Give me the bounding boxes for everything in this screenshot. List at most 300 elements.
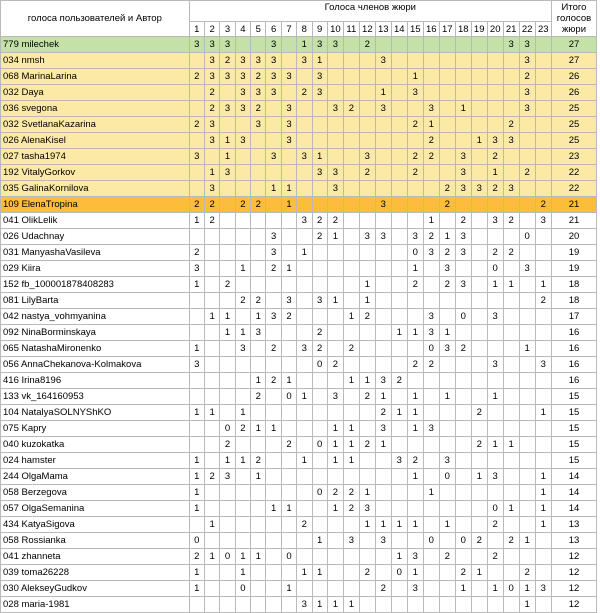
vote-cell[interactable] [343,165,359,181]
vote-cell[interactable] [343,549,359,565]
vote-cell[interactable] [312,181,327,197]
total-cell[interactable]: 26 [551,69,596,85]
vote-cell[interactable] [266,597,281,613]
vote-cell[interactable]: 3 [281,133,296,149]
vote-cell[interactable] [220,533,235,549]
vote-cell[interactable] [439,293,455,309]
total-cell[interactable]: 16 [551,325,596,341]
vote-cell[interactable]: 1 [251,421,266,437]
vote-cell[interactable]: 0 [455,309,471,325]
vote-cell[interactable] [312,453,327,469]
total-cell[interactable]: 14 [551,485,596,501]
vote-cell[interactable] [471,213,487,229]
vote-cell[interactable] [359,245,375,261]
vote-cell[interactable] [235,373,250,389]
vote-cell[interactable]: 1 [189,277,204,293]
vote-cell[interactable] [471,53,487,69]
vote-cell[interactable]: 1 [343,421,359,437]
vote-cell[interactable] [535,117,551,133]
vote-cell[interactable] [375,293,391,309]
vote-cell[interactable] [455,85,471,101]
vote-cell[interactable] [343,277,359,293]
vote-cell[interactable] [439,117,455,133]
vote-cell[interactable]: 3 [503,181,519,197]
vote-cell[interactable] [423,581,439,597]
header-jury-14[interactable]: 14 [391,22,407,37]
total-cell[interactable]: 13 [551,533,596,549]
header-total[interactable]: Итого голосов жюри [551,1,596,37]
vote-cell[interactable] [503,453,519,469]
vote-cell[interactable] [266,517,281,533]
total-cell[interactable]: 16 [551,341,596,357]
vote-cell[interactable] [204,293,219,309]
vote-cell[interactable] [204,597,219,613]
vote-cell[interactable] [327,197,343,213]
vote-cell[interactable] [235,357,250,373]
vote-cell[interactable] [519,421,535,437]
vote-cell[interactable] [359,181,375,197]
vote-cell[interactable] [251,517,266,533]
header-jury-15[interactable]: 15 [407,22,423,37]
vote-cell[interactable] [391,357,407,373]
vote-cell[interactable]: 1 [220,309,235,325]
vote-cell[interactable] [503,597,519,613]
vote-cell[interactable] [391,69,407,85]
vote-cell[interactable] [281,517,296,533]
vote-cell[interactable]: 3 [423,325,439,341]
header-jury-17[interactable]: 17 [439,22,455,37]
vote-cell[interactable] [204,373,219,389]
vote-cell[interactable]: 3 [439,341,455,357]
vote-cell[interactable] [235,597,250,613]
vote-cell[interactable]: 1 [327,501,343,517]
vote-cell[interactable] [266,405,281,421]
vote-cell[interactable]: 2 [235,293,250,309]
vote-cell[interactable] [471,357,487,373]
total-cell[interactable]: 22 [551,165,596,181]
vote-cell[interactable]: 0 [189,533,204,549]
vote-cell[interactable] [439,581,455,597]
vote-cell[interactable]: 0 [487,261,503,277]
vote-cell[interactable] [487,421,503,437]
vote-cell[interactable] [204,341,219,357]
vote-cell[interactable] [343,117,359,133]
vote-cell[interactable] [281,421,296,437]
vote-cell[interactable] [297,165,312,181]
vote-cell[interactable] [220,405,235,421]
vote-cell[interactable] [519,309,535,325]
vote-cell[interactable] [439,37,455,53]
vote-cell[interactable]: 1 [327,437,343,453]
vote-cell[interactable] [535,437,551,453]
vote-cell[interactable]: 3 [503,133,519,149]
vote-cell[interactable] [235,37,250,53]
vote-cell[interactable] [535,325,551,341]
vote-cell[interactable] [375,181,391,197]
vote-cell[interactable]: 2 [407,149,423,165]
vote-cell[interactable]: 1 [359,293,375,309]
vote-cell[interactable]: 3 [266,245,281,261]
vote-cell[interactable] [359,357,375,373]
vote-cell[interactable]: 2 [487,181,503,197]
vote-cell[interactable]: 1 [235,261,250,277]
vote-cell[interactable] [359,549,375,565]
vote-cell[interactable] [327,517,343,533]
vote-cell[interactable]: 2 [471,437,487,453]
total-cell[interactable]: 18 [551,277,596,293]
vote-cell[interactable] [455,197,471,213]
vote-cell[interactable] [423,85,439,101]
participant-name-cell[interactable]: 068 MarinaLarina [1,69,190,85]
header-jury-18[interactable]: 18 [455,22,471,37]
vote-cell[interactable]: 1 [235,405,250,421]
vote-cell[interactable] [535,165,551,181]
vote-cell[interactable] [519,325,535,341]
vote-cell[interactable] [327,341,343,357]
vote-cell[interactable] [423,501,439,517]
vote-cell[interactable] [235,165,250,181]
vote-cell[interactable] [487,453,503,469]
vote-cell[interactable]: 1 [297,565,312,581]
vote-cell[interactable] [281,245,296,261]
vote-cell[interactable] [503,421,519,437]
vote-cell[interactable] [471,165,487,181]
vote-cell[interactable] [297,485,312,501]
vote-cell[interactable]: 1 [189,485,204,501]
vote-cell[interactable]: 1 [251,373,266,389]
vote-cell[interactable] [312,261,327,277]
vote-cell[interactable]: 3 [204,117,219,133]
vote-cell[interactable] [503,373,519,389]
total-cell[interactable]: 18 [551,293,596,309]
vote-cell[interactable]: 1 [455,101,471,117]
vote-cell[interactable]: 3 [204,69,219,85]
vote-cell[interactable] [359,117,375,133]
vote-cell[interactable]: 2 [423,133,439,149]
vote-cell[interactable]: 3 [471,181,487,197]
total-cell[interactable]: 16 [551,357,596,373]
vote-cell[interactable]: 3 [266,53,281,69]
vote-cell[interactable]: 3 [359,149,375,165]
vote-cell[interactable] [266,293,281,309]
vote-cell[interactable] [407,53,423,69]
vote-cell[interactable]: 2 [204,85,219,101]
header-name-column[interactable]: голоса пользователей и Автор [1,1,190,37]
vote-cell[interactable]: 2 [343,101,359,117]
vote-cell[interactable] [327,53,343,69]
vote-cell[interactable]: 1 [235,565,250,581]
vote-cell[interactable] [503,549,519,565]
vote-cell[interactable]: 3 [535,357,551,373]
vote-cell[interactable] [519,245,535,261]
participant-name-cell[interactable]: 133 vk_164160953 [1,389,190,405]
participant-name-cell[interactable]: 192 VitalyGorkov [1,165,190,181]
vote-cell[interactable]: 2 [407,357,423,373]
vote-cell[interactable]: 0 [281,549,296,565]
vote-cell[interactable] [503,357,519,373]
vote-cell[interactable]: 1 [204,549,219,565]
vote-cell[interactable]: 3 [519,53,535,69]
vote-cell[interactable] [220,373,235,389]
participant-name-cell[interactable]: 027 tasha1974 [1,149,190,165]
vote-cell[interactable]: 3 [266,229,281,245]
vote-cell[interactable] [439,485,455,501]
vote-cell[interactable] [455,485,471,501]
vote-cell[interactable] [189,517,204,533]
vote-cell[interactable] [220,229,235,245]
vote-cell[interactable] [359,405,375,421]
vote-cell[interactable] [281,357,296,373]
vote-cell[interactable] [327,581,343,597]
vote-cell[interactable] [487,101,503,117]
participant-name-cell[interactable]: 058 Berzegova [1,485,190,501]
vote-cell[interactable] [204,149,219,165]
vote-cell[interactable] [519,469,535,485]
vote-cell[interactable]: 1 [535,485,551,501]
vote-cell[interactable]: 3 [535,213,551,229]
vote-cell[interactable]: 2 [251,101,266,117]
vote-cell[interactable]: 3 [189,357,204,373]
vote-cell[interactable]: 1 [375,437,391,453]
vote-cell[interactable] [204,565,219,581]
vote-cell[interactable] [266,213,281,229]
header-jury-16[interactable]: 16 [423,22,439,37]
vote-cell[interactable]: 3 [220,37,235,53]
vote-cell[interactable] [423,197,439,213]
vote-cell[interactable] [503,149,519,165]
vote-cell[interactable] [375,501,391,517]
vote-cell[interactable]: 1 [235,453,250,469]
vote-cell[interactable]: 3 [327,101,343,117]
vote-cell[interactable] [266,581,281,597]
vote-cell[interactable]: 3 [455,149,471,165]
vote-cell[interactable] [266,485,281,501]
vote-cell[interactable] [535,341,551,357]
vote-cell[interactable]: 3 [487,133,503,149]
participant-name-cell[interactable]: 026 AlenaKisel [1,133,190,149]
vote-cell[interactable] [375,117,391,133]
header-jury-1[interactable]: 1 [189,22,204,37]
vote-cell[interactable]: 2 [266,261,281,277]
vote-cell[interactable] [535,597,551,613]
vote-cell[interactable] [266,133,281,149]
vote-cell[interactable] [189,421,204,437]
vote-cell[interactable] [281,149,296,165]
vote-cell[interactable] [407,373,423,389]
vote-cell[interactable]: 1 [189,453,204,469]
vote-cell[interactable] [375,453,391,469]
vote-cell[interactable] [519,501,535,517]
vote-cell[interactable]: 0 [423,533,439,549]
participant-name-cell[interactable]: 092 NinaBorminskaya [1,325,190,341]
vote-cell[interactable]: 3 [312,293,327,309]
vote-cell[interactable]: 2 [391,373,407,389]
vote-cell[interactable] [251,485,266,501]
vote-cell[interactable]: 2 [487,549,503,565]
vote-cell[interactable] [423,37,439,53]
vote-cell[interactable]: 1 [375,85,391,101]
vote-cell[interactable]: 1 [503,277,519,293]
vote-cell[interactable] [220,181,235,197]
vote-cell[interactable] [503,261,519,277]
participant-name-cell[interactable]: 029 Kiira [1,261,190,277]
vote-cell[interactable] [312,389,327,405]
vote-cell[interactable]: 3 [359,229,375,245]
vote-cell[interactable]: 1 [423,117,439,133]
vote-cell[interactable] [503,229,519,245]
vote-cell[interactable]: 1 [343,437,359,453]
total-cell[interactable]: 19 [551,245,596,261]
vote-cell[interactable] [235,117,250,133]
vote-cell[interactable] [251,133,266,149]
vote-cell[interactable]: 1 [487,437,503,453]
vote-cell[interactable] [391,245,407,261]
vote-cell[interactable] [423,469,439,485]
vote-cell[interactable] [220,293,235,309]
vote-cell[interactable]: 2 [297,517,312,533]
vote-cell[interactable] [375,165,391,181]
vote-cell[interactable] [535,53,551,69]
total-cell[interactable]: 23 [551,149,596,165]
vote-cell[interactable]: 2 [375,405,391,421]
vote-cell[interactable] [297,549,312,565]
vote-cell[interactable]: 2 [423,149,439,165]
vote-cell[interactable] [519,389,535,405]
vote-cell[interactable]: 3 [266,69,281,85]
vote-cell[interactable]: 2 [535,197,551,213]
vote-cell[interactable] [281,37,296,53]
vote-cell[interactable]: 2 [359,389,375,405]
vote-cell[interactable] [359,133,375,149]
vote-cell[interactable] [503,517,519,533]
vote-cell[interactable] [251,37,266,53]
total-cell[interactable]: 14 [551,501,596,517]
vote-cell[interactable]: 1 [204,405,219,421]
vote-cell[interactable] [487,405,503,421]
vote-cell[interactable]: 3 [204,181,219,197]
vote-cell[interactable]: 2 [251,69,266,85]
vote-cell[interactable] [343,293,359,309]
vote-cell[interactable]: 3 [343,533,359,549]
vote-cell[interactable]: 3 [251,325,266,341]
vote-cell[interactable] [189,85,204,101]
vote-cell[interactable]: 2 [455,213,471,229]
vote-cell[interactable] [519,549,535,565]
total-cell[interactable]: 12 [551,581,596,597]
vote-cell[interactable] [439,373,455,389]
vote-cell[interactable] [503,405,519,421]
vote-cell[interactable]: 3 [220,165,235,181]
participant-name-cell[interactable]: 104 NatalyaSOLNYShKO [1,405,190,421]
vote-cell[interactable] [535,245,551,261]
vote-cell[interactable] [359,261,375,277]
vote-cell[interactable]: 3 [519,101,535,117]
vote-cell[interactable] [251,213,266,229]
vote-cell[interactable] [519,437,535,453]
participant-name-cell[interactable]: 109 ElenaTropina [1,197,190,213]
vote-cell[interactable] [312,469,327,485]
vote-cell[interactable] [391,293,407,309]
vote-cell[interactable] [503,197,519,213]
vote-cell[interactable]: 1 [519,341,535,357]
vote-cell[interactable]: 1 [407,565,423,581]
vote-cell[interactable]: 1 [235,325,250,341]
total-cell[interactable]: 12 [551,565,596,581]
vote-cell[interactable] [407,133,423,149]
vote-cell[interactable]: 2 [281,309,296,325]
vote-cell[interactable]: 3 [327,181,343,197]
vote-cell[interactable]: 3 [519,37,535,53]
vote-cell[interactable] [503,85,519,101]
vote-cell[interactable] [220,389,235,405]
vote-cell[interactable]: 3 [312,37,327,53]
vote-cell[interactable] [327,133,343,149]
vote-cell[interactable] [423,373,439,389]
vote-cell[interactable] [439,53,455,69]
vote-cell[interactable] [204,437,219,453]
vote-cell[interactable] [297,421,312,437]
vote-cell[interactable] [519,293,535,309]
vote-cell[interactable] [535,69,551,85]
vote-cell[interactable]: 2 [471,533,487,549]
vote-cell[interactable] [359,469,375,485]
vote-cell[interactable]: 1 [487,389,503,405]
vote-cell[interactable]: 1 [189,581,204,597]
participant-name-cell[interactable]: 024 hamster [1,453,190,469]
vote-cell[interactable]: 0 [519,229,535,245]
vote-cell[interactable] [375,357,391,373]
vote-cell[interactable]: 3 [204,53,219,69]
vote-cell[interactable]: 2 [455,341,471,357]
vote-cell[interactable] [407,501,423,517]
vote-cell[interactable]: 3 [327,165,343,181]
vote-cell[interactable] [204,501,219,517]
vote-cell[interactable] [391,485,407,501]
vote-cell[interactable] [343,389,359,405]
vote-cell[interactable] [220,197,235,213]
vote-cell[interactable] [312,309,327,325]
vote-cell[interactable] [535,101,551,117]
vote-cell[interactable]: 3 [235,341,250,357]
vote-cell[interactable] [266,389,281,405]
vote-cell[interactable] [204,325,219,341]
vote-cell[interactable]: 3 [375,421,391,437]
vote-cell[interactable] [312,501,327,517]
vote-cell[interactable] [266,277,281,293]
vote-cell[interactable]: 3 [439,261,455,277]
total-cell[interactable]: 17 [551,309,596,325]
vote-cell[interactable] [439,437,455,453]
vote-cell[interactable] [439,421,455,437]
vote-cell[interactable]: 3 [487,469,503,485]
vote-cell[interactable]: 1 [251,309,266,325]
vote-cell[interactable] [535,261,551,277]
vote-cell[interactable] [220,245,235,261]
total-cell[interactable]: 15 [551,437,596,453]
vote-cell[interactable] [266,469,281,485]
vote-cell[interactable] [266,453,281,469]
vote-cell[interactable]: 1 [407,517,423,533]
vote-cell[interactable]: 1 [455,581,471,597]
vote-cell[interactable]: 2 [375,581,391,597]
vote-cell[interactable]: 1 [235,549,250,565]
vote-cell[interactable] [391,213,407,229]
vote-cell[interactable]: 1 [327,421,343,437]
vote-cell[interactable] [391,53,407,69]
vote-cell[interactable]: 0 [455,533,471,549]
vote-cell[interactable] [519,357,535,373]
vote-cell[interactable] [189,229,204,245]
